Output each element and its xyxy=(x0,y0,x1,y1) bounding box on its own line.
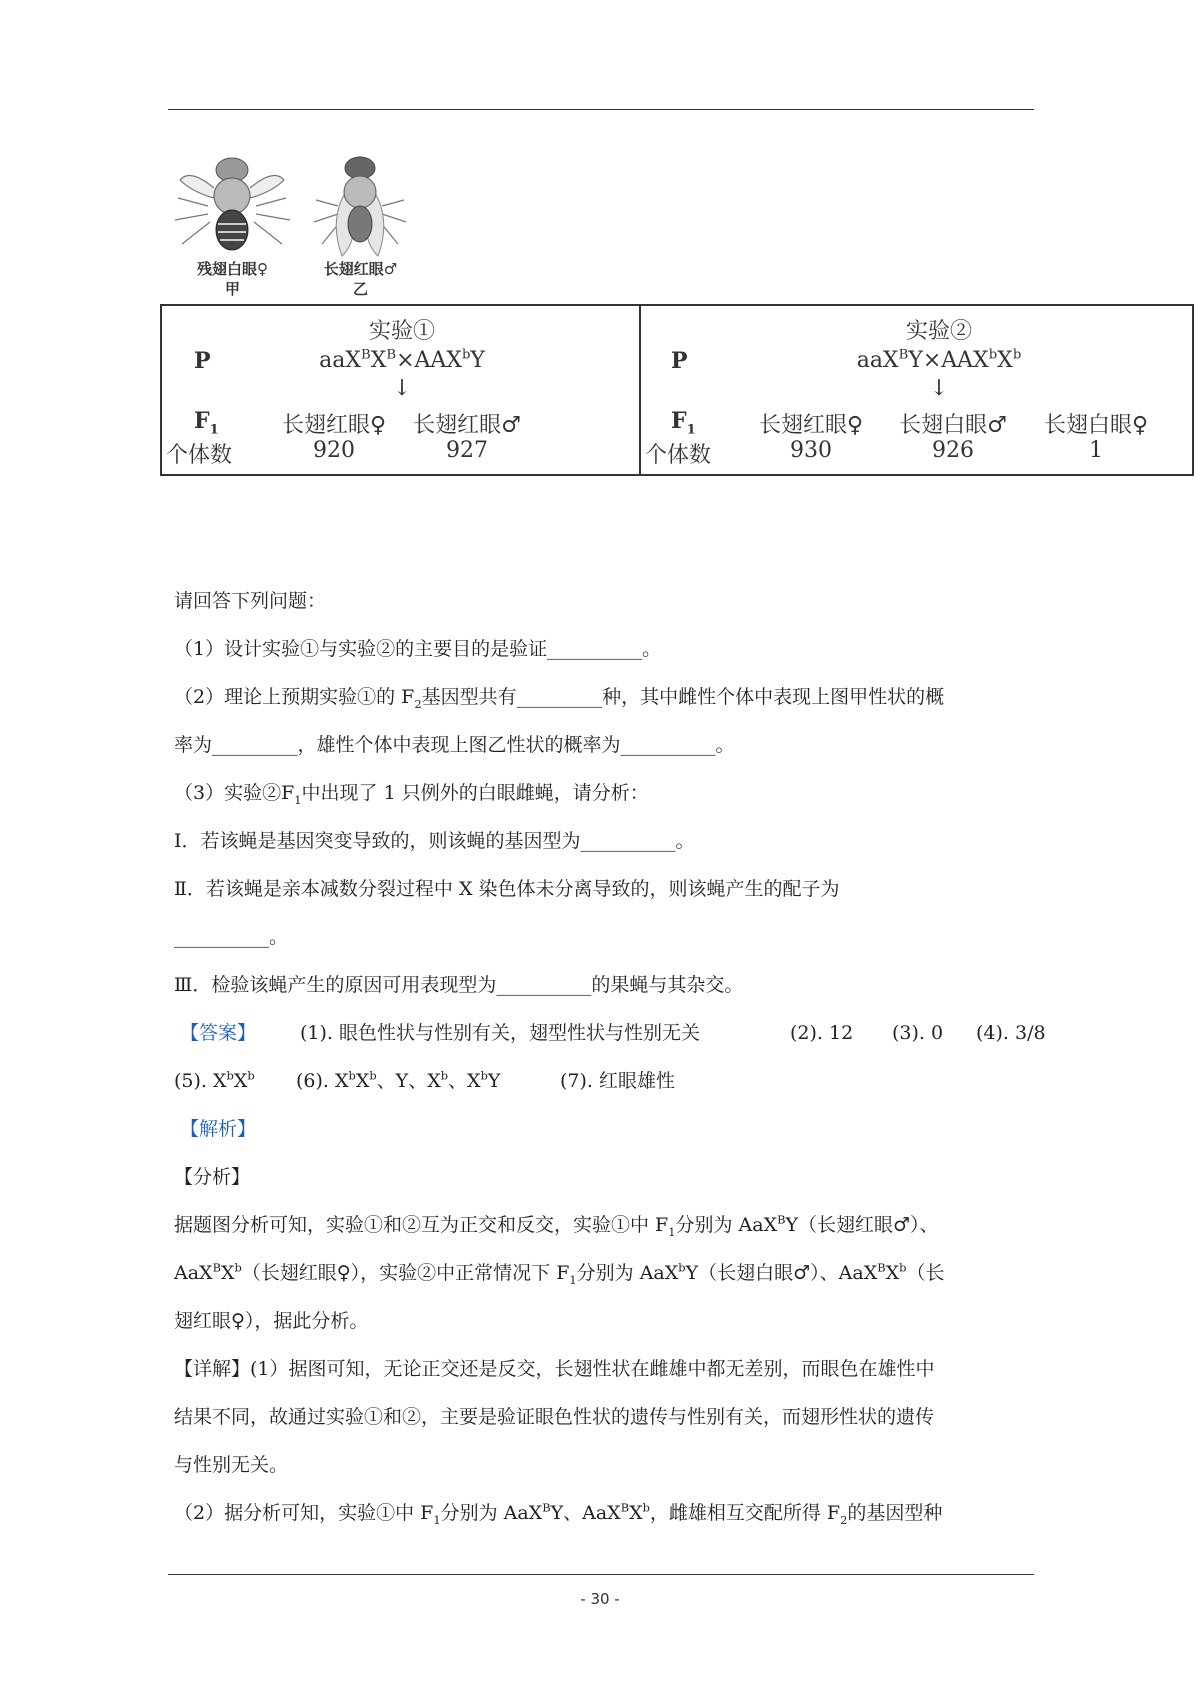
answer-1: (1). 眼色性状与性别有关，翅型性状与性别无关 xyxy=(300,1022,700,1044)
question-2-line-2: 率为_________，雄性个体中表现上图乙性状的概率为__________。 xyxy=(174,734,735,756)
exp2-offspring-2-count: 1 xyxy=(1089,438,1103,463)
experiment-1-cell xyxy=(162,306,639,474)
fly-illustration-a xyxy=(170,148,295,298)
exp2-offspring-2-phenotype: 长翅白眼♀ xyxy=(1043,413,1149,438)
fly-b-tag: 乙 xyxy=(352,280,368,298)
analysis-tag: 【解析】 xyxy=(180,1118,257,1140)
fly-a-label: 残翅白眼♀ xyxy=(197,260,268,278)
answer-6: (6). $X^bX^b$、Y、$X^b$、$X^bY$ xyxy=(296,1068,501,1092)
answer-2: (2). 12 xyxy=(790,1022,854,1044)
exp1-offspring-1-phenotype: 长翅红眼♂ xyxy=(413,413,521,438)
exp2-cross: $aaX^BY\times AAX^bX^b$ xyxy=(856,347,1022,373)
answer-tag: 【答案】 xyxy=(180,1022,257,1044)
exp2-offspring-1-phenotype: 长翅白眼♂ xyxy=(899,413,1007,438)
detail-line-3: 与性别无关。 xyxy=(174,1454,289,1476)
detail-line-1: 【详解】(1）据图可知，无论正交还是反交，长翅性状在雌雄中都无差别，而眼色在雄性中 xyxy=(174,1358,935,1380)
exp1-arrow: ↓ xyxy=(392,376,412,401)
answer-3: (3). 0 xyxy=(892,1022,944,1044)
fly-b-icon xyxy=(298,148,423,258)
analysis-paragraph-line-2: $AaX^BX^b$（长翅红眼♀），实验②中正常情况下 $F_1$分别为 AaX$^b$Y（长翅白眼♂）、$AaX^BX^b$（长 xyxy=(174,1260,945,1287)
question-1: （1）设计实验①与实验②的主要目的是验证__________。 xyxy=(174,638,662,660)
exp2-offspring-1-count: 926 xyxy=(932,438,974,463)
exp1-cross: $aaX^BX^B\times AAX^bY$ xyxy=(319,347,485,373)
exp2-p-label: P xyxy=(671,348,688,374)
detail-line-2: 结果不同，故通过实验①和②，主要是验证眼色性状的遗传与性别有关，而翅形性状的遗传 xyxy=(174,1406,935,1428)
experiment-table xyxy=(160,304,1194,476)
question-3-i: Ⅰ．若该蝇是基因突变导致的，则该蝇的基因型为__________。 xyxy=(174,830,695,852)
page-number: - 30 - xyxy=(580,1590,620,1608)
header-rule xyxy=(168,109,1034,110)
question-3: （3）实验$②F_1$中出现了 1 只例外的白眼雌蝇，请分析： xyxy=(174,782,649,807)
detail-2-line: （2）据分析可知，实验①中 $F_1$分别为 AaX$^B$Y、$AaX^BX^b$，雌雄相互交配所得 $F_2$的基因型种 xyxy=(174,1500,943,1527)
fly-a-tag: 甲 xyxy=(224,280,240,298)
fenxi-tag: 【分析】 xyxy=(174,1166,251,1188)
exp1-p-label: P xyxy=(194,348,211,374)
question-3-iii: Ⅲ．检验该蝇产生的原因可用表现型为__________的果蝇与其杂交。 xyxy=(174,974,744,996)
question-prompt: 请回答下列问题： xyxy=(174,590,327,612)
exp2-count-label: 个体数 xyxy=(645,443,712,468)
exp2-f1-label: $F_1$ xyxy=(671,408,696,438)
exp1-offspring-0-phenotype: 长翅红眼♀ xyxy=(281,413,387,438)
exp2-title: 实验② xyxy=(905,319,973,344)
exp2-offspring-0-phenotype: 长翅红眼♀ xyxy=(758,413,864,438)
answer-4: (4). 3/8 xyxy=(976,1022,1046,1044)
exp1-offspring-1-count: 927 xyxy=(446,438,488,463)
question-3-ii-line-2: __________。 xyxy=(174,926,289,948)
question-2-line-1: （2）理论上预期实验①的 $F_2$基因型共有_________种，其中雌性个体中表现上图甲性状的概 xyxy=(174,686,945,711)
question-3-ii-line-1: Ⅱ．若该蝇是亲本减数分裂过程中 X 染色体未分离导致的，则该蝇产生的配子为 xyxy=(174,878,840,900)
answer-7: (7). 红眼雄性 xyxy=(560,1070,675,1092)
exp1-count-label: 个体数 xyxy=(166,443,233,468)
fly-b-label: 长翅红眼♂ xyxy=(323,260,398,278)
fly-illustration-b xyxy=(298,148,423,298)
exp2-arrow: ↓ xyxy=(929,376,949,401)
fly-a-icon xyxy=(170,148,295,258)
analysis-paragraph-line-3: 翅红眼♀），据此分析。 xyxy=(174,1310,369,1332)
analysis-paragraph-line-1: 据题图分析可知，实验①和②互为正交和反交，实验①中 $F_1$分别为 AaX$^B$Y（长翅红眼♂）、 xyxy=(174,1212,939,1239)
exp2-offspring-0-count: 930 xyxy=(790,438,832,463)
experiment-2-cell xyxy=(641,306,1194,474)
exp1-offspring-0-count: 920 xyxy=(313,438,355,463)
exp1-title: 实验① xyxy=(368,319,436,344)
exp1-f1-label: $F_1$ xyxy=(194,408,219,438)
answer-5: (5). $X^bX^b$ xyxy=(174,1068,255,1092)
footer-rule xyxy=(168,1574,1034,1575)
